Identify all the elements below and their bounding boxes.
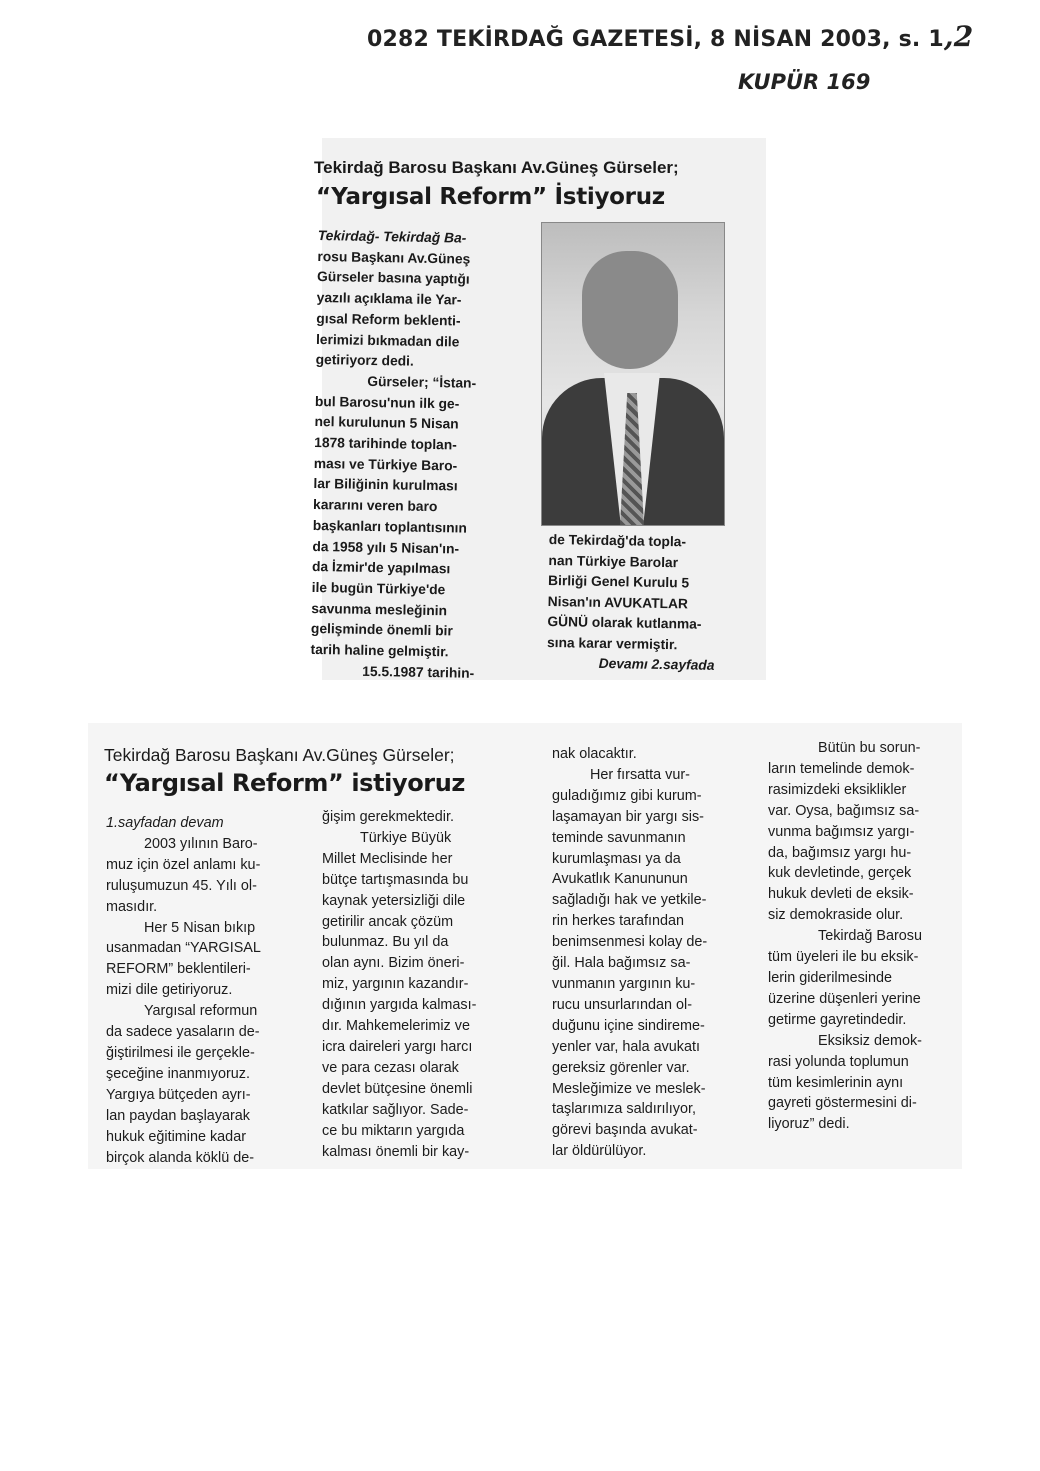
- text-line: getiriyorz dedi.: [315, 352, 414, 369]
- clipping-2-column-3: [552, 744, 752, 1162]
- text-line: muz için özel anlamı ku-: [106, 856, 261, 873]
- text-line: gısal Reform beklenti-: [316, 310, 461, 329]
- text-line: kararını veren baro: [313, 497, 438, 515]
- text-line: bütçe tartışmasında bu: [322, 871, 469, 888]
- text-line: katkılar sağlıyor. Sade-: [322, 1101, 469, 1118]
- text-line: Türkiye Büyük: [360, 829, 452, 846]
- continued-note: Devamı 2.sayfada: [598, 655, 715, 673]
- text-line: Avukatlık Kanununun: [552, 871, 688, 888]
- text-line: benimsenmesi kolay de-: [552, 934, 708, 951]
- text-line: ve para cezası olarak: [322, 1059, 459, 1076]
- text-line: ların temelinde demok-: [768, 760, 915, 777]
- text-line: sağladığı hak ve yetkile-: [552, 892, 707, 909]
- text-line: yenler var, hala avukatı: [552, 1038, 700, 1055]
- text-line: Gürseler basına yaptığı: [316, 269, 470, 288]
- text-line: yazılı açıklama ile Yar-: [316, 290, 462, 308]
- text-line: kaynak yetersizliği dile: [322, 892, 466, 909]
- text-line: Bütün bu sorun-: [818, 740, 921, 756]
- text-line: nel kurulunun 5 Nisan: [314, 414, 459, 432]
- clipping-number: KUPÜR 169: [738, 70, 871, 94]
- publication-text: 0282 TEKİRDAĞ GAZETESİ, 8 NİSAN 2003, s. 1: [367, 27, 944, 52]
- text-line: hukuk eğitimine kadar: [106, 1128, 246, 1145]
- text-line: gayreti göstermesini di-: [768, 1095, 917, 1112]
- clipping-1-column-1: [310, 226, 522, 685]
- text-line: Tekirdağ Barosu: [818, 928, 922, 945]
- text-line: taşlarımıza saldırılıyor,: [552, 1101, 696, 1118]
- text-line: ğiştirilmesi ile gerçekle-: [106, 1044, 255, 1061]
- text-line: dığının yargıda kalması-: [322, 997, 477, 1014]
- text-line: görevi başında avukat-: [552, 1122, 698, 1139]
- text-line: siz demokraside olur.: [768, 907, 904, 924]
- clipping-2-column-4: [768, 738, 964, 1135]
- text-line: kuk devletinde, gerçek: [768, 865, 912, 882]
- clipping-1-column-2: [546, 530, 748, 677]
- text-line: rosu Başkanı Av.Güneş: [317, 248, 471, 267]
- text-line: Gürseler; “İstan-: [367, 373, 477, 391]
- text-line: nan Türkiye Barolar: [548, 552, 679, 570]
- text-line: tarih haline gelmiştir.: [310, 641, 449, 660]
- text-line: gereksiz görenler var.: [552, 1059, 690, 1076]
- text-line: Nisan'ın AVUKATLAR: [547, 593, 689, 611]
- text-line: gelişminde önemli bir: [310, 621, 453, 639]
- text-line: başkanları toplantısının: [312, 517, 467, 536]
- text-line: lar Biliğinin kurulması: [313, 476, 458, 494]
- text-line: bul Barosu'nun ilk ge-: [314, 393, 460, 412]
- text-line: Millet Meclisinde her: [322, 850, 453, 867]
- text-line: bulunmaz. Bu yıl da: [322, 934, 449, 951]
- clipping-1-title: “Yargısal Reform” İstiyoruz: [316, 184, 665, 210]
- text-line: vunmanın yargının ku-: [552, 975, 696, 992]
- text-line: da İzmir'de yapılması: [311, 559, 451, 577]
- clipping-2-column-1: [106, 813, 302, 1168]
- text-line: GÜNÜ olarak kutlanma-: [547, 613, 702, 632]
- text-line: 2003 yılının Baro-: [144, 835, 258, 852]
- text-line: usanmadan “YARGISAL: [106, 940, 261, 957]
- text-line: liyoruz” dedi.: [768, 1116, 850, 1133]
- text-line: mizi dile getiriyoruz.: [106, 982, 233, 999]
- text-line: Birliği Genel Kurulu 5: [547, 572, 690, 591]
- text-line: tüm kesimlerinin aynı: [768, 1074, 904, 1091]
- publication-line: [367, 20, 973, 53]
- text-line: Her 5 Nisan bıkıp: [144, 919, 256, 936]
- text-line: da 1958 yılı 5 Nisan'ın-: [312, 538, 460, 557]
- text-line: sına karar vermiştir.: [546, 634, 678, 652]
- continued-from-note: 1.sayfadan devam: [106, 815, 224, 831]
- text-line: ğişim gerekmektedir.: [322, 809, 454, 825]
- text-line: masıdır.: [106, 898, 158, 915]
- text-line: dır. Mahkemelerimiz ve: [322, 1018, 470, 1035]
- text-line: teminde savunmanın: [552, 829, 686, 846]
- text-line: laşamayan bir yargı sis-: [552, 808, 704, 825]
- text-line: miz, yargının kazandır-: [322, 976, 469, 993]
- clipping-2-column-2: [322, 807, 514, 1162]
- text-line: tüm üyeleri ile bu eksik-: [768, 949, 919, 966]
- text-line: hukuk devleti de eksik-: [768, 886, 914, 903]
- text-line: savunma mesleğinin: [311, 600, 448, 618]
- text-line: da sadece yasaların de-: [106, 1024, 260, 1041]
- text-line: Mesleğimize ve meslek-: [552, 1080, 706, 1097]
- text-line: ğil. Hala bağımsız sa-: [552, 955, 691, 972]
- text-line: vunma bağımsız yargı-: [768, 823, 915, 840]
- text-line: ruluşumuzun 45. Yılı ol-: [106, 877, 257, 894]
- text-line: lerin giderilmesinde: [768, 969, 892, 986]
- text-line: 1878 tarihinde toplan-: [314, 434, 457, 453]
- clipping-2-title: “Yargısal Reform” istiyoruz: [104, 769, 465, 797]
- text-line: rasimizdeki eksiklikler: [768, 781, 907, 798]
- text-line: Eksiksiz demok-: [818, 1032, 922, 1049]
- text-line: rucu unsurlarından ol-: [552, 996, 692, 1013]
- text-line: da, bağımsız yargı hu-: [768, 844, 912, 861]
- text-line: de Tekirdağ'da topla-: [548, 531, 687, 550]
- clipping-2-kicker: Tekirdağ Barosu Başkanı Av.Güneş Gürseler;: [104, 745, 455, 765]
- text-line: ile bugün Türkiye'de: [311, 579, 446, 598]
- text-line: rasi yolunda toplumun: [768, 1053, 909, 1070]
- text-line: lan paydan başlayarak: [106, 1107, 251, 1124]
- text-line: Her fırsatta vur-: [590, 766, 690, 783]
- text-line: REFORM” beklentileri-: [106, 961, 251, 978]
- text-line: kalması önemli bir kay-: [322, 1143, 470, 1160]
- clipping-1-kicker: Tekirdağ Barosu Başkanı Av.Güneş Gürseler;: [314, 158, 679, 177]
- text-line: Yargısal reformun: [144, 1003, 258, 1020]
- text-line: birçok alanda köklü de-: [106, 1149, 254, 1166]
- text-line: devlet bütçesine önemli: [322, 1080, 473, 1097]
- text-line: ması ve Türkiye Baro-: [313, 455, 458, 474]
- text-line: var. Oysa, bağımsız sa-: [768, 802, 920, 819]
- photo-face: [582, 251, 678, 369]
- text-line: şeceğine inanmıyoruz.: [106, 1065, 250, 1082]
- text-line: duğunu içine sindireme-: [552, 1017, 705, 1034]
- text-line: guladığımız gibi kurum-: [552, 787, 702, 804]
- text-line: nak olacaktır.: [552, 746, 637, 762]
- text-line: getirme gayretindedir.: [768, 1011, 907, 1028]
- text-line: Yargıya bütçeden ayrı-: [106, 1086, 251, 1103]
- text-line: getirilir ancak çözüm: [322, 913, 454, 930]
- text-line: kurumlaşması ya da: [552, 850, 681, 867]
- text-line: Tekirdağ- Tekirdağ Ba-: [317, 227, 467, 246]
- portrait-photo: [541, 222, 725, 526]
- text-line: üzerine düşenleri yerine: [768, 990, 921, 1007]
- text-line: olan aynı. Bizim öneri-: [322, 955, 465, 972]
- text-line: lar öldürülüyor.: [552, 1143, 647, 1160]
- text-line: ce bu miktarın yargıda: [322, 1122, 465, 1139]
- text-line: 15.5.1987 tarihin-: [362, 663, 475, 681]
- text-line: icra daireleri yargı harcı: [322, 1038, 473, 1055]
- text-line: rin herkes tarafından: [552, 913, 684, 930]
- handwritten-page-number: ,2: [943, 20, 974, 53]
- text-line: lerimizi bıkmadan dile: [315, 331, 460, 349]
